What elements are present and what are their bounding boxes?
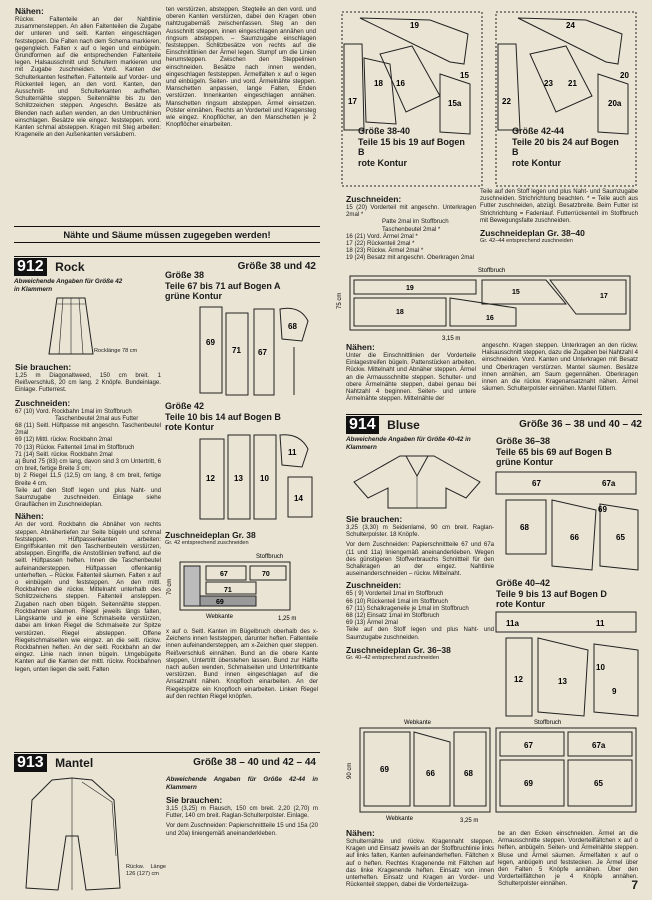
m913-details (166, 776, 318, 837)
size-parts: Teile 20 bis 24 auf Bogen B (512, 136, 619, 157)
m914-sew (346, 826, 494, 888)
plan-heading: Zuschneideplan Gr. 38 (165, 530, 256, 540)
sew-text-cont: x auf o. Seitl. Kanten im Bügelbruch oberhalb des x-Zeichens innen feststeppen, darunter heften. Faltenteile innen aufeinandersteppen, am x-Zeichen quer steppen. Reißverschluß einnähen. Bund an die obere Kante steppen, Untertritt überstehen lassen. Bund zur Hälfte nach außen wenden, Schmalseiten und Untertrittkante verstürzen. Bund innen eingeschlagen auf die Ansatznaht nähen. Knopfloch einarbeiten. An der Riegelspitze ein Knopfloch einarbeiten. Linken Riegel auf den rechten Riegel knöpfen. (166, 628, 318, 700)
cut-line: 17 (22) Rückenteil 2mal * (346, 240, 415, 248)
needs-heading: Sie brauchen: (15, 362, 72, 372)
size-parts: Teile 65 bis 69 auf Bogen B (496, 446, 612, 457)
model-number: 913 (14, 754, 47, 772)
svg-text:Stoffbruch: Stoffbruch (256, 554, 284, 560)
variant-note: Abweichende Angaben für Größe 40-42 in Klammern (346, 436, 471, 451)
coat-cut-note (480, 188, 638, 245)
m912-plan-diagram (166, 552, 316, 624)
svg-text:10: 10 (260, 474, 269, 483)
m912-size-42 (165, 401, 315, 433)
model-sizes: Größe 36 – 38 und 40 – 42 (519, 419, 642, 430)
variant-note: Abweichende Angaben für Größe 42 in Klammern (14, 278, 123, 293)
needs-text: 3,25 (3,30) m Seidenlamé, 90 cm breit. Raglan-Schulterpolster. 18 Knöpfe. (346, 524, 494, 539)
plan-sub: Gr. 42 entsprechend zuschneiden (165, 540, 249, 546)
svg-text:71: 71 (232, 346, 241, 355)
sew-text-cont: angeschn. Kragen steppen. Unterkragen an den rückw. Halsausschnitt steppen, dazu die Zugaben bei Nahtzahl 4 einschneiden. Vord. Kanten und Unterkragen mit Besatz und Oberkragen verstürzen. Mantel säumen. Besätze innen annähen, am Saum gegennähen. Oberkragen innen an die rückw. Kragenansatznaht nähen. Ärmel säumen. Schulterpolster einnähen. Mantel füttern. (482, 342, 638, 393)
sew-heading: Nähen: (346, 828, 375, 838)
cut-line: Patte 2mal im Stoffbruch (382, 218, 449, 226)
coat-cut (346, 192, 476, 262)
svg-text:16: 16 (486, 315, 494, 322)
variant-note: Abweichende Angaben für Größe 42-44 in Klammern (166, 776, 318, 791)
sew-text: Schulternähte und rückw. Kragennaht steppen. Kragen und Einsatz jeweils an der Stoffbruchlinie links auf links falten, Kanten aufeinanderheften. Fältchen x auf o heften. Rechtes Kragenende mit Fältchen auf das linke Kragenende heften. Einsatz von innen unterheften. Einsatz und Kragen an Vorder- und Rückenteil steppen, dabei die Vorderteilzuga- (346, 838, 494, 889)
pattern-pieces-42 (196, 433, 320, 523)
model-913 (14, 752, 320, 772)
cut-line: Taschenbeutel 2mal * (382, 225, 441, 233)
cut-line: 70 (13) Rückw. Faltenteil 1mal im Stoffbruch (15, 443, 135, 451)
svg-text:66: 66 (570, 533, 579, 542)
svg-text:19: 19 (410, 21, 419, 30)
col2-intro (166, 6, 316, 128)
svg-text:15: 15 (512, 289, 520, 296)
svg-text:69: 69 (216, 599, 224, 606)
sew-heading: Nähen: (346, 342, 375, 352)
cut-line: 68 (12) Einsatz 1mal im Stoffbruch (346, 612, 440, 620)
svg-text:1,25 m: 1,25 m (278, 616, 297, 622)
model-number: 912 (14, 258, 47, 276)
svg-text:75 cm: 75 cm (337, 292, 343, 309)
needs-text: 1,25 m Diagonaltweed, 150 cm breit. 1 Reißverschluß, 20 cm lang. 2 Knöpfe. Bundeinlage. Einlage. Futterrest. (15, 372, 161, 394)
svg-text:16: 16 (396, 79, 405, 88)
svg-text:17: 17 (348, 97, 357, 106)
coat-size-right (512, 126, 622, 168)
cut-line: 66 (10) Rückenteil 1mal im Stoffbruch (346, 597, 448, 605)
sew-text: Rückw. Faltenteile an der Nahtlinie zusammensteppen. An allen Faltenteilen die Zugabe der unteren und seitl. Kanten eingeschlagen feststeppen. Die Falten nach dem Schema markieren, gegengleich. Falten x auf o legen und einbügeln. Grundformen auf die entsprechenden Faltenteile legen. Halsausschnitt und Schultern markieren und mit Zugabe zuschneiden. Vord. Kanten der Schulterkanten festheften. Faltenteile auf Vorder- und Rückenteil legen, an den vord. Kanten, den Ausschnitt- und Schulterkanten aufheften. Schulternähte steppen. Seitennähte bis zu den Schlitzzeichen steppen. Angeschn. Besätze als Blenden nach außen wenden, an den Umbruchlinien einschlagen. Besätze wie eingez. feststeppen. vord. Kanten schmal absteppen. Kragen mit Steg arbeiten: Krageneile an den Außenkanten versäubern. (15, 16, 161, 139)
sew-heading: Nähen: (15, 511, 44, 522)
size-contour: rote Kontur (512, 157, 561, 168)
seam-allowance-banner: Nähte und Säume müssen zugegeben werden! (14, 226, 320, 243)
needs-heading: Sie brauchen: (166, 795, 223, 805)
svg-text:24: 24 (566, 21, 575, 30)
svg-text:Webkante: Webkante (386, 816, 413, 822)
cut-line: 69 (13) Ärmel 2mal (346, 619, 398, 627)
svg-text:11: 11 (596, 619, 605, 628)
cut-line: 68 (11) Seitl. Hüftpasse mit angeschn. Taschenbeutel 2mal (15, 422, 161, 437)
plan-sub: Gr. 40–42 entsprechend zuschneiden (346, 654, 439, 661)
blouse-pieces-2 (492, 610, 642, 720)
size-contour: rote Kontur (165, 422, 214, 432)
cut-line: 69 (12) Mittl. rückw. Rockbahn 2mal (15, 436, 112, 444)
model-sizes: Größe 38 – 40 und 42 – 44 (193, 757, 316, 768)
svg-text:69: 69 (524, 779, 533, 788)
m912-needs (15, 360, 161, 673)
coat-illustration (22, 776, 132, 894)
svg-text:68: 68 (520, 523, 529, 532)
svg-text:18: 18 (396, 309, 404, 316)
svg-text:70 cm: 70 cm (167, 578, 173, 595)
svg-text:12: 12 (514, 675, 523, 684)
m912-cutting-plan (165, 528, 317, 547)
blouse-plan-diagram (346, 716, 496, 826)
m914-needs (346, 512, 494, 662)
size-contour: rote Kontur (358, 157, 407, 168)
svg-text:3,15 m: 3,15 m (442, 336, 461, 342)
cut-line: 16 (21) Vord. Ärmel 2mal * (346, 232, 418, 240)
size-parts: Teile 67 bis 71 auf Bogen A (165, 280, 281, 291)
m912-size-38 (165, 270, 315, 302)
svg-text:66: 66 (426, 769, 435, 778)
svg-text:11a: 11a (506, 619, 519, 628)
svg-text:90 cm: 90 cm (347, 762, 353, 779)
needs-text: 3,15 (3,25) m Flausch, 150 cm breit. 2,20 (2,70) m Futter, 140 cm breit. Raglan-Schulterpolster. Einlage. (166, 805, 318, 820)
blouse-illustration (350, 452, 484, 512)
col1-intro (15, 4, 161, 138)
svg-text:67: 67 (220, 571, 228, 578)
cut-line: b) 2 Riegel 11,5 (12,5) cm lang, 8 cm breit, fertige Breite 4 cm. (15, 472, 161, 487)
blouse-pieces-1 (492, 470, 642, 576)
cut-line: Teile auf den Stoff legen und plus Naht- und Saumzugabe zuschneiden. Einlage siehe Grauflächen im Zuschneideplan. (15, 486, 161, 509)
svg-text:12: 12 (206, 474, 215, 483)
model-title: Bluse (387, 418, 420, 432)
m914-size-2 (496, 578, 642, 610)
svg-text:68: 68 (288, 322, 297, 331)
sew-text-cont: ten verstürzen, absteppen. Stegteile an den vord. und oberen Kanten verstürzen, dabei den Kragen oben nahtzugabemäß zwischenfassen. Steg an den Ausschnitt steppen, innen eingeschlagen annähen und ringsum absteppen. – Saumzugabe einschlagen feststeppen. Schlitzbesätze von rechts auf die Einschnittlinien der Ärmel legen. Stumpf um die Linien herumsteppen. Zwischen den Steppelinien einschneiden. Besätze nach innen wenden, eingeschlagen feststeppen. Ärmelfalten x auf o legen und einbügeln. Seiten- und vord. Ärmelnähte steppen. Manschetten anpassen, lange Falten, Enden verstürzen. Innenkanten eingeschlagen annähen. Manschetten ringsum absteppen. Ärmel einsetzen. Polster einnähen. Rechts an Vorderteil und Kragensteg wie eingez. Knopflöcher, an den Manschetten je 2 Knopflöcher einarbeiten. (166, 6, 316, 129)
svg-text:67: 67 (524, 741, 533, 750)
blouse-plan-labels (0, 0, 1, 1)
sew-heading: Nähen: (15, 6, 44, 16)
cut-line: 15 (20) Vorderteil mit angeschn. Unterkragen 2mal * (346, 204, 476, 219)
svg-text:69: 69 (598, 505, 607, 514)
model-title: Rock (55, 260, 85, 274)
cut-line: Taschenbeutel 2mal aus Futter (55, 414, 139, 422)
svg-text:14: 14 (294, 494, 303, 503)
skirt-length: Rocklänge 78 cm (94, 348, 138, 354)
cut-line: 18 (23) Rückw. Ärmel 2mal * (346, 247, 424, 255)
plan-heading: Zuschneideplan Gr. 36–38 (346, 644, 451, 655)
size-label: Größe 36–38 (496, 436, 551, 446)
svg-text:69: 69 (380, 765, 389, 774)
coat-sew (346, 340, 476, 402)
model-number: 914 (346, 416, 379, 434)
cut-intro: Vor dem Zuschneiden: Papierschnittteile 67 und 67a (11 und 11a) liniengemäß aneinanderkleben. Wegen des günstigeren Stoffverbrauchs Schnittteil für den Schalkragen an der eingez. Nahtlinie auseinanderschneiden – rückw. Mittelnaht. (346, 541, 494, 578)
svg-text:Webkante: Webkante (404, 720, 431, 726)
svg-text:65: 65 (616, 533, 625, 542)
model-title: Mantel (55, 756, 94, 770)
model-sizes: Größe 38 und 42 (237, 261, 316, 272)
size-label: Größe 40–42 (496, 578, 551, 588)
svg-text:67a: 67a (602, 479, 616, 488)
svg-text:20a: 20a (608, 99, 622, 108)
size-label: Größe 38 (165, 270, 205, 280)
svg-text:68: 68 (464, 769, 473, 778)
coat-plan-diagram (336, 264, 642, 342)
svg-text:23: 23 (544, 79, 553, 88)
sew-text-cont: be an den Ecken einschneiden. Ärmel an die Armausschnitte steppen. Vorderteilfältchen x auf o heften, anbügeln. Seiten- und Ärmelnähte steppen. Bluse und Ärmel säumen. Ärmelfalten x auf o legen, anbügeln und feststecken. Je Ärmel über den Falten 5 Knöpfe annähen. Über den Vorderteilfältchen je 4 Knöpfe annähen. Schulterpolster einnähen. (498, 830, 638, 888)
svg-text:9: 9 (612, 687, 617, 696)
svg-text:10: 10 (596, 663, 605, 672)
svg-text:65: 65 (594, 779, 603, 788)
svg-text:15: 15 (460, 71, 469, 80)
size-parts: Teile 15 bis 19 auf Bogen B (358, 136, 465, 157)
svg-text:21: 21 (568, 79, 577, 88)
cut-line: 67 (10) Vord. Rockbahn 1mal im Stoffbruch (15, 407, 132, 415)
cut-heading: Zuschneiden: (15, 397, 71, 408)
size-label: Größe 42 (165, 401, 205, 411)
cut-line: Teile auf den Stoff legen und plus Naht- und Saumzugabe zuschneiden. (346, 626, 494, 641)
pattern-pieces-38 (196, 303, 320, 399)
cut-heading: Zuschneiden: (346, 580, 402, 591)
m914-sew-cont (498, 830, 638, 888)
page-number: 7 (631, 878, 638, 892)
svg-text:67: 67 (532, 479, 541, 488)
svg-text:70: 70 (262, 571, 270, 578)
cut-line: 19 (24) Besatz mit angeschn. Oberkragen 2mal (346, 254, 475, 262)
svg-text:Stoffbruch: Stoffbruch (478, 268, 506, 274)
svg-text:20: 20 (620, 71, 629, 80)
size-contour: grüne Kontur (165, 291, 222, 301)
svg-text:13: 13 (558, 677, 567, 686)
coat-length: Rückw. Länge 126 (127) cm (126, 864, 166, 877)
svg-text:69: 69 (206, 338, 215, 347)
size-parts: Teile 9 bis 13 auf Bogen D (496, 588, 607, 599)
size-label: Größe 42-44 (512, 126, 565, 136)
svg-text:22: 22 (502, 97, 511, 106)
svg-text:Stoffbruch: Stoffbruch (534, 720, 562, 726)
svg-text:18: 18 (374, 79, 383, 88)
cut-intro: Vor dem Zuschneiden: Papierschnittteile 15 und 15a (20 und 20a) liniengemäß aneinanderkleben. (166, 822, 318, 837)
cut-line: 65 ( 9) Vorderteil 1mal im Stoffbruch (346, 590, 444, 598)
cut-heading: Zuschneiden: (346, 194, 402, 204)
svg-text:67: 67 (258, 348, 267, 357)
svg-text:3,25 m: 3,25 m (460, 818, 479, 824)
cut-line: 71 (14) Seitl. rückw. Rockbahn 2mal (15, 450, 113, 458)
plan-fold (0, 0, 1, 1)
cut-note: Teile auf den Stoff legen und plus Naht- und Saumzugabe zuschneiden. Strichrichtung beachten. * = Teile auch aus Futter zuschneiden, abzügl. Besatzbreite. Beim Futter ist Strichrichtung = Fadenlauf. Futterrückenteil im Stoffbruch mit Bewegungsfalte zuschneiden. (480, 188, 638, 224)
size-label: Größe 38-40 (358, 126, 411, 136)
cut-line: 67 (11) Schalkrageneile je 1mal im Stoffbruch (346, 604, 469, 612)
blouse-plan-diagram-2 (494, 716, 642, 826)
m914-size-1 (496, 436, 642, 468)
cut-line: a) Bund 75 (83) cm lang, davon sind 3 cm Untertritt, 6 cm breit, fertige Breite 3 cm; (15, 458, 161, 473)
m912-plan-labels (166, 552, 167, 553)
m912-sew-cont (166, 628, 318, 700)
coat-sew-cont (482, 342, 638, 392)
svg-text:19: 19 (406, 285, 414, 292)
svg-text:67a: 67a (592, 741, 606, 750)
plan-fold (166, 552, 167, 553)
svg-text:15a: 15a (448, 99, 462, 108)
size-contour: rote Kontur (496, 599, 545, 609)
svg-text:17: 17 (600, 293, 608, 300)
plan-sub: Gr. 42–44 entsprechend zuschneiden (480, 238, 573, 245)
needs-heading: Sie brauchen: (346, 514, 403, 524)
svg-text:11: 11 (288, 448, 297, 457)
sew-text: Unter die Einschnittlinien der Vorderteile Einlagestreifen bügeln. Pattenstücken arbeiten. Rückw. Mittelnaht und Abnäher steppen. Ärmel an die Armausschnitte steppen. Schulter- und obere Ärmelnähte steppen, dabei genau bei Nahtzahl 4 beginnen. Seiten- und untere Ärmelnähte steppen. Mittelnähte der (346, 352, 476, 403)
coat-size-left (358, 126, 468, 168)
plan-heading: Zuschneideplan Gr. 38–40 (480, 228, 585, 239)
svg-text:Webkante: Webkante (206, 614, 233, 620)
size-contour: grüne Kontur (496, 457, 553, 467)
svg-text:13: 13 (234, 474, 243, 483)
svg-text:71: 71 (224, 587, 232, 594)
sew-text: An der vord. Rockbahn die Abnäher von rechts steppen. Abnähertiefen zur Seite bügeln und schmal feststeppen. Hüftpassenkanten arbeiten: Eingriffskanten mit den Taschenbeuteln verstürzen, absteppen. Eingriffe, die Anstoßlinien treffend, auf die seitl. Hüftpassen heften. Innen die Taschenbeutel aufeinandersteppen. Hüftpassen offenkantig unterheften. – Rückw. Faltenteil säumen. Falten x auf o einbügeln und feststeppen. An den mittl. Rockbahnen die rückw. Mittelnaht unterhalb des Schlitzzeichens steppen. Faltenteil ansteppen. Zugaben nach oben bügeln. Seitennähte steppen. Rockbahnen säumen. Riegel jeweils längs falten, Längskante und je eine Schmalseite verstürzen, dabei am linken Riegel die Schmalseite zur Spitze verstürzen. Riegel absteppen. Offene Riegelschmalseiten wie eingez. an die seitl. rückw. Rockbahnen heften. An der seitl. Rockbahn an der eingez. Linie nach innen bügeln. Umgebügelte Kanten auf die Kanten der mittl. rückw. Rockbahnen legen, unten liegen die seitl. Falten (15, 521, 161, 673)
size-parts: Teile 10 bis 14 auf Bogen B (165, 411, 281, 422)
